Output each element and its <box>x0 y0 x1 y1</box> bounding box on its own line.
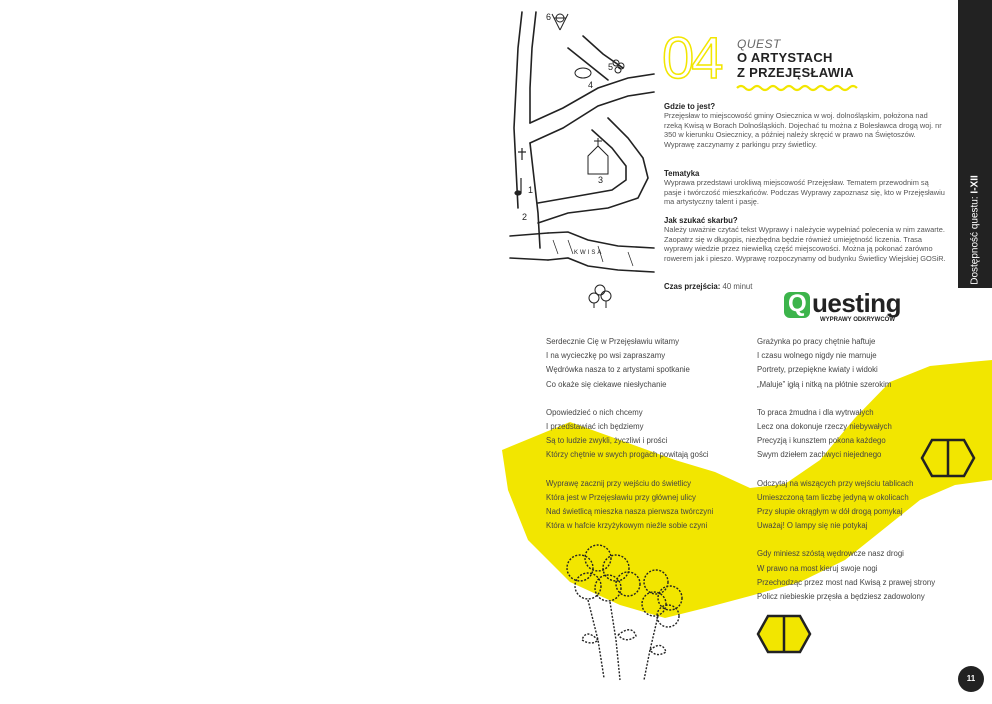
quest-label: QUEST <box>737 37 781 51</box>
title-underline-squiggle <box>736 84 860 92</box>
availability-label: Dostępność questu: I-XII <box>969 175 981 285</box>
poem-left <box>546 335 713 547</box>
easel-icon <box>552 14 568 30</box>
stanza: Serdecznie Cię w Przejęsławiu witamy I na wycieczkę po wsi zapraszamy Wędrówka nasza to z artystami spotkanie Co okaże się ciekawe niesłychanie <box>546 337 690 389</box>
marker-4: 4 <box>588 80 594 90</box>
marker-2: 2 <box>522 212 528 222</box>
stanza: Grażynka po pracy chętnie haftuje I czasu wolnego nigdy nie marnuje Portrety, przepiękne kwiaty i widoki „Maluje” igłą i nitką na płótnie szerokim <box>757 337 892 389</box>
logo-subtitle: WYPRAWY ODKRYWCÓW <box>820 317 895 323</box>
stanza: Odczytaj na wiszących przy wejściu tablicach Umieszczoną tam liczbę jedyną w okolicach Przy słupie okrągłym w dół drogą pomykaj Uważaj! O lampy się nie potykaj <box>757 478 914 531</box>
flowers-illustration <box>558 540 698 690</box>
marker-1: 1 <box>528 185 534 195</box>
route-map <box>508 8 658 308</box>
duration: Czas przejścia: 40 minut <box>664 282 753 291</box>
logo-letter: Q <box>788 290 807 317</box>
stanza: Wyprawę zacznij przy wejściu do świetlicy Która jest w Przejęsławiu przy głównej ulicy Nad świetlicą mieszka nasza pierwsza twórczyni Która w hafcie krzyżykowym nieźle sobie czyni <box>546 478 714 531</box>
marker-6: 6 <box>546 12 552 22</box>
page-number: 11 <box>958 666 984 692</box>
stanza: Gdy miniesz szóstą wędrowcze nasz drogi W prawo na most kieruj swoje nogi Przechodząc przez most nad Kwisą z prawej strony Policz niebieskie przęsła a będziesz zadowolony <box>757 549 936 602</box>
poem-right <box>757 335 935 618</box>
info-where: Gdzie to jest? Przejęsław to miejscowość gminy Osiecznica w woj. dolnośląskim, położona nad rzeką Kwisą w Borach Dolnośląskich. Dojechać tu można z Bolesławca drogą woj. nr 350 w kierunku Osiecznicy, a później należy skręcić w prawo na Świętoszów. Wyprawę zaczynamy z parkingu przy świetlicy. <box>664 102 942 149</box>
answer-box-2[interactable] <box>756 614 812 654</box>
cross-icon <box>518 148 526 160</box>
questing-logo <box>784 290 924 328</box>
flowers-icon <box>589 285 611 308</box>
quest-number: 04 <box>662 26 721 91</box>
stanza: To praca żmudna i dla wytrwałych Lecz ona dokonuje rzeczy niebywałych Precyzją i kunsztem pokona każdego Swym dziełem zachwyci niejednego <box>757 407 892 460</box>
info-how: Jak szukać skarbu? Należy uważnie czytać tekst Wyprawy i należycie wypełniać polecenia w nim zawarte. Zaopatrz się w długopis, niezbędna będzie również umiejętność liczenia. Trasa wyprawy wiedzie przez niewielką część miejscowości. Można ją pokonać zarówno rowerem jak i pieszo. Wyprawę rozpoczynamy od budynku Świetlicy Wiejskiej GOSiR. <box>664 216 946 263</box>
stanza: Opowiedzieć o nich chcemy I przedstawiać ich będziemy Są to ludzie zwykli, życzliwi i prości Którzy chętnie w swych progach powitają gości <box>546 407 709 460</box>
marker-3: 3 <box>598 175 604 185</box>
river-label: KWISA <box>574 250 604 256</box>
quest-title: O ARTYSTACH Z PRZEJĘSŁAWIA <box>737 50 854 80</box>
church-icon <box>588 138 608 174</box>
info-topic: Tematyka Wyprawa przedstawi urokliwą miejscowość Przejęsław. Tematem przewodnim są pasje i twórczość mieszkańców. Podczas Wyprawy zapoznasz się, kto w Przejęsławiu ma artystyczny talent i pasję. <box>664 169 945 207</box>
answer-box-1[interactable] <box>920 438 976 478</box>
marker-5: 5 <box>608 62 614 72</box>
logo-text: uesting <box>812 288 901 318</box>
